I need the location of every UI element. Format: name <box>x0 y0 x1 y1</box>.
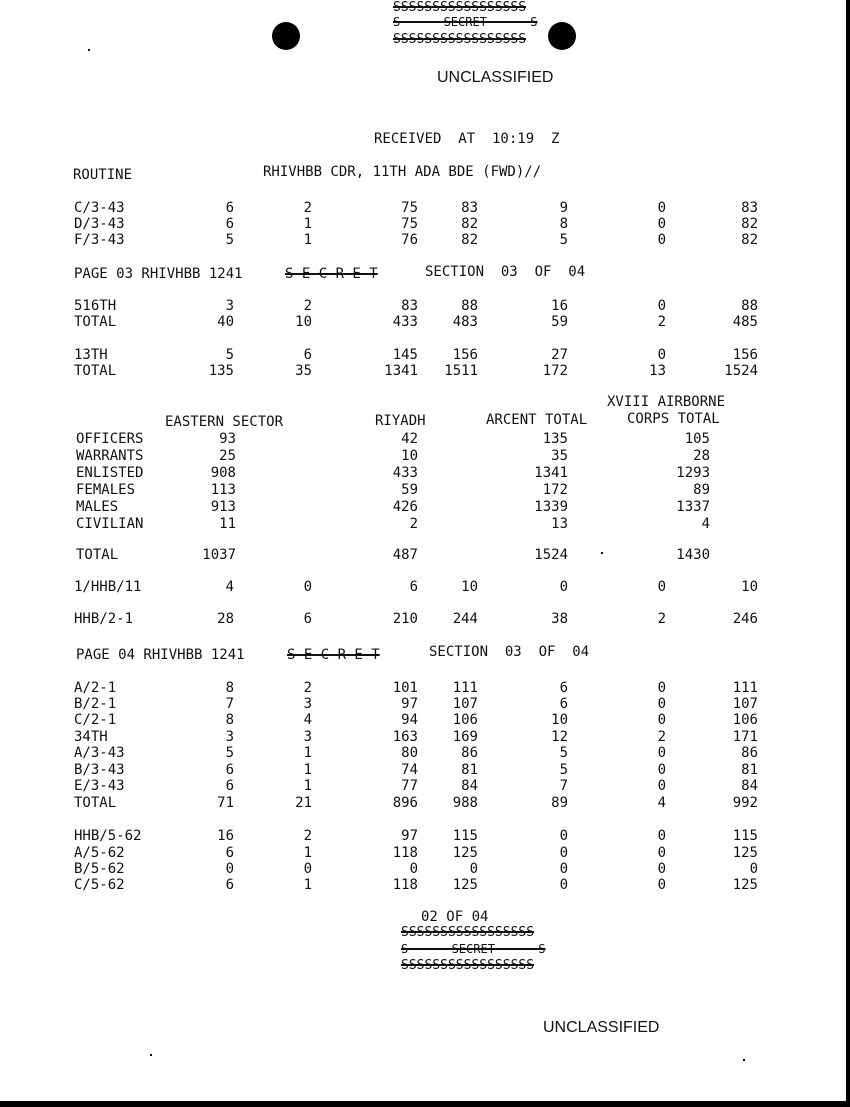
count-cell: 5 <box>225 745 234 761</box>
count-cell: 115 <box>452 828 478 844</box>
count-cell: 163 <box>392 729 418 745</box>
count-cell: 3 <box>303 729 312 745</box>
count-cell: 6 <box>409 579 418 595</box>
count-cell: 4 <box>657 795 666 811</box>
count-cell: 171 <box>732 729 758 745</box>
classification-bottom: UNCLASSIFIED <box>543 1019 660 1036</box>
count-cell: 0 <box>657 712 666 728</box>
count-cell: 4 <box>225 579 234 595</box>
unit-label: 516TH <box>74 298 117 314</box>
count-cell: 0 <box>657 762 666 778</box>
count-cell: 8 <box>225 680 234 696</box>
punch-hole-right <box>548 22 576 50</box>
scan-edge-bottom <box>0 1101 850 1107</box>
count-cell: 81 <box>461 762 478 778</box>
count-cell: 988 <box>452 795 478 811</box>
count-cell: 6 <box>559 680 568 696</box>
count-cell: 908 <box>210 465 236 481</box>
count-cell: 0 <box>657 828 666 844</box>
count-cell: 1037 <box>202 547 236 563</box>
count-cell: 3 <box>225 298 234 314</box>
precedence: ROUTINE <box>73 167 133 183</box>
count-cell: 2 <box>657 729 666 745</box>
count-cell: 40 <box>217 314 234 330</box>
count-cell: 101 <box>392 680 418 696</box>
count-cell: 3 <box>303 696 312 712</box>
count-cell: 113 <box>210 482 236 498</box>
unit-label: F/3-43 <box>74 232 125 248</box>
addressee: RHIVHBB CDR, 11TH ADA BDE (FWD)// <box>263 164 542 180</box>
count-cell: 10 <box>401 448 418 464</box>
count-cell: 89 <box>551 795 568 811</box>
count-cell: 1339 <box>534 499 568 515</box>
count-cell: 111 <box>732 680 758 696</box>
count-cell: 2 <box>657 611 666 627</box>
count-cell: 77 <box>401 778 418 794</box>
count-cell: 483 <box>452 314 478 330</box>
count-cell: 156 <box>732 347 758 363</box>
count-cell: 27 <box>551 347 568 363</box>
count-cell: 1 <box>303 232 312 248</box>
count-cell: 0 <box>657 232 666 248</box>
count-cell: 28 <box>693 448 710 464</box>
count-cell: 1 <box>303 845 312 861</box>
count-cell: 0 <box>657 696 666 712</box>
count-cell: 38 <box>551 611 568 627</box>
count-cell: 82 <box>461 232 478 248</box>
section-prefix: PAGE 03 RHIVHBB 1241 <box>74 266 243 282</box>
count-cell: 0 <box>409 861 418 877</box>
count-cell: 8 <box>225 712 234 728</box>
count-cell: 2 <box>303 828 312 844</box>
unit-label: TOTAL <box>74 363 117 379</box>
count-cell: 35 <box>551 448 568 464</box>
count-cell: 896 <box>392 795 418 811</box>
count-cell: 0 <box>559 579 568 595</box>
count-cell: 125 <box>452 877 478 893</box>
count-cell: 913 <box>210 499 236 515</box>
count-cell: 16 <box>217 828 234 844</box>
count-cell: 1 <box>303 877 312 893</box>
unit-label: C/3-43 <box>74 200 125 216</box>
count-cell: 0 <box>559 861 568 877</box>
count-cell: 97 <box>401 696 418 712</box>
count-cell: 10 <box>295 314 312 330</box>
bottom-marking-s-row: SSSSSSSSSSSSSSSSS <box>401 925 535 940</box>
count-cell: 0 <box>657 579 666 595</box>
count-cell: 105 <box>684 431 710 447</box>
scan-edge-right <box>846 0 850 1107</box>
unit-label: 1/HHB/11 <box>74 579 142 595</box>
count-cell: 156 <box>452 347 478 363</box>
count-cell: 1293 <box>676 465 710 481</box>
count-cell: 0 <box>303 579 312 595</box>
count-cell: 86 <box>461 745 478 761</box>
unit-label: C/2-1 <box>74 712 117 728</box>
count-cell: 111 <box>452 680 478 696</box>
count-cell: 93 <box>219 431 236 447</box>
count-cell: 0 <box>559 877 568 893</box>
count-cell: 84 <box>461 778 478 794</box>
count-cell: 5 <box>225 347 234 363</box>
count-cell: 5 <box>225 232 234 248</box>
count-cell: 244 <box>452 611 478 627</box>
count-cell: 89 <box>693 482 710 498</box>
count-cell: 0 <box>657 347 666 363</box>
punch-hole-left <box>272 22 300 50</box>
category-label: MALES <box>76 499 119 515</box>
unit-label: HHB/2-1 <box>74 611 134 627</box>
count-cell: 6 <box>225 200 234 216</box>
unit-label: 34TH <box>74 729 108 745</box>
count-cell: 6 <box>303 347 312 363</box>
received-time: RECEIVED AT 10:19 Z <box>374 131 560 147</box>
header-riyadh: RIYADH <box>375 413 426 429</box>
bottom-marking-s-row-2: SSSSSSSSSSSSSSSSS <box>401 958 535 973</box>
count-cell: 1524 <box>534 547 568 563</box>
unit-label: 13TH <box>74 347 108 363</box>
category-label: WARRANTS <box>76 448 144 464</box>
count-cell: 10 <box>461 579 478 595</box>
count-cell: 1430 <box>676 547 710 563</box>
bottom-marking-secret: S SECRET S <box>401 942 546 956</box>
count-cell: 74 <box>401 762 418 778</box>
count-cell: 84 <box>741 778 758 794</box>
header-xviii-line1: XVIII AIRBORNE <box>607 394 726 410</box>
count-cell: 0 <box>657 745 666 761</box>
count-cell: 1337 <box>676 499 710 515</box>
count-cell: 0 <box>657 845 666 861</box>
unit-label: A/2-1 <box>74 680 117 696</box>
count-cell: 1 <box>303 216 312 232</box>
count-cell: 125 <box>452 845 478 861</box>
count-cell: 0 <box>469 861 478 877</box>
count-cell: 1 <box>303 762 312 778</box>
count-cell: 6 <box>225 762 234 778</box>
count-cell: 82 <box>741 216 758 232</box>
count-cell: 75 <box>401 200 418 216</box>
count-cell: 1341 <box>534 465 568 481</box>
count-cell: 0 <box>303 861 312 877</box>
count-cell: 97 <box>401 828 418 844</box>
classification-top: UNCLASSIFIED <box>437 69 554 86</box>
count-cell: 6 <box>225 845 234 861</box>
count-cell: 0 <box>657 680 666 696</box>
count-cell: 169 <box>452 729 478 745</box>
count-cell: 487 <box>392 547 418 563</box>
section-secret-struck: S E C R E T <box>287 647 380 663</box>
count-cell: 485 <box>732 314 758 330</box>
count-cell: 433 <box>392 465 418 481</box>
count-cell: 118 <box>392 877 418 893</box>
count-cell: 426 <box>392 499 418 515</box>
count-cell: 76 <box>401 232 418 248</box>
speck <box>150 1054 152 1056</box>
count-cell: 0 <box>657 298 666 314</box>
count-cell: 107 <box>732 696 758 712</box>
count-cell: 246 <box>732 611 758 627</box>
count-cell: 172 <box>542 363 568 379</box>
count-cell: 75 <box>401 216 418 232</box>
count-cell: 59 <box>551 314 568 330</box>
count-cell: 1341 <box>384 363 418 379</box>
count-cell: 125 <box>732 877 758 893</box>
count-cell: 210 <box>392 611 418 627</box>
unit-label: D/3-43 <box>74 216 125 232</box>
count-cell: 118 <box>392 845 418 861</box>
count-cell: 6 <box>225 216 234 232</box>
count-cell: 0 <box>657 778 666 794</box>
count-cell: 21 <box>295 795 312 811</box>
count-cell: 4 <box>303 712 312 728</box>
count-cell: 145 <box>392 347 418 363</box>
top-marking-s-row: SSSSSSSSSSSSSSSSS <box>393 0 527 15</box>
count-cell: 1511 <box>444 363 478 379</box>
count-cell: 10 <box>741 579 758 595</box>
count-cell: 106 <box>452 712 478 728</box>
count-cell: 0 <box>657 861 666 877</box>
unit-label: B/2-1 <box>74 696 117 712</box>
count-cell: 1 <box>303 778 312 794</box>
count-cell: 13 <box>649 363 666 379</box>
count-cell: 2 <box>303 680 312 696</box>
count-cell: 2 <box>303 200 312 216</box>
count-cell: 6 <box>303 611 312 627</box>
header-xviii-line2: CORPS TOTAL <box>627 411 720 427</box>
count-cell: 7 <box>559 778 568 794</box>
count-cell: 107 <box>452 696 478 712</box>
unit-label: HHB/5-62 <box>74 828 142 844</box>
speck <box>88 49 90 51</box>
unit-label: TOTAL <box>74 795 117 811</box>
count-cell: 125 <box>732 845 758 861</box>
category-label: CIVILIAN <box>76 516 144 532</box>
count-cell: 35 <box>295 363 312 379</box>
count-cell: 135 <box>542 431 568 447</box>
unit-label: A/5-62 <box>74 845 125 861</box>
count-cell: 106 <box>732 712 758 728</box>
count-cell: 59 <box>401 482 418 498</box>
count-cell: 94 <box>401 712 418 728</box>
category-label: TOTAL <box>76 547 119 563</box>
count-cell: 7 <box>225 696 234 712</box>
count-cell: 0 <box>749 861 758 877</box>
count-cell: 6 <box>559 696 568 712</box>
count-cell: 433 <box>392 314 418 330</box>
count-cell: 1 <box>303 745 312 761</box>
count-cell: 80 <box>401 745 418 761</box>
section-label: SECTION 03 OF 04 <box>429 644 590 660</box>
count-cell: 0 <box>657 216 666 232</box>
count-cell: 2 <box>409 516 418 532</box>
count-cell: 8 <box>559 216 568 232</box>
count-cell: 5 <box>559 232 568 248</box>
speck <box>601 552 603 554</box>
header-arcent-total: ARCENT TOTAL <box>486 412 588 428</box>
count-cell: 82 <box>741 232 758 248</box>
unit-label: C/5-62 <box>74 877 125 893</box>
count-cell: 83 <box>401 298 418 314</box>
count-cell: 2 <box>657 314 666 330</box>
count-cell: 88 <box>461 298 478 314</box>
count-cell: 71 <box>217 795 234 811</box>
count-cell: 5 <box>559 745 568 761</box>
category-label: OFFICERS <box>76 431 144 447</box>
count-cell: 86 <box>741 745 758 761</box>
count-cell: 0 <box>559 828 568 844</box>
unit-label: E/3-43 <box>74 778 125 794</box>
count-cell: 25 <box>219 448 236 464</box>
count-cell: 12 <box>551 729 568 745</box>
count-cell: 0 <box>559 845 568 861</box>
unit-label: A/3-43 <box>74 745 125 761</box>
unit-label: B/3-43 <box>74 762 125 778</box>
count-cell: 42 <box>401 431 418 447</box>
count-cell: 115 <box>732 828 758 844</box>
page-count: 02 OF 04 <box>421 909 489 925</box>
count-cell: 13 <box>551 516 568 532</box>
count-cell: 2 <box>303 298 312 314</box>
speck <box>743 1059 745 1061</box>
count-cell: 5 <box>559 762 568 778</box>
count-cell: 11 <box>219 516 236 532</box>
count-cell: 135 <box>208 363 234 379</box>
section-prefix: PAGE 04 RHIVHBB 1241 <box>76 647 245 663</box>
count-cell: 16 <box>551 298 568 314</box>
count-cell: 6 <box>225 877 234 893</box>
unit-label: B/5-62 <box>74 861 125 877</box>
count-cell: 10 <box>551 712 568 728</box>
count-cell: 83 <box>741 200 758 216</box>
category-label: FEMALES <box>76 482 136 498</box>
count-cell: 0 <box>225 861 234 877</box>
section-secret-struck: S E C R E T <box>285 266 378 282</box>
count-cell: 81 <box>741 762 758 778</box>
count-cell: 992 <box>732 795 758 811</box>
header-eastern-sector: EASTERN SECTOR <box>165 414 284 430</box>
unit-label: TOTAL <box>74 314 117 330</box>
count-cell: 6 <box>225 778 234 794</box>
count-cell: 83 <box>461 200 478 216</box>
category-label: ENLISTED <box>76 465 144 481</box>
top-marking-secret: S SECRET S <box>393 15 538 29</box>
count-cell: 0 <box>657 200 666 216</box>
count-cell: 9 <box>559 200 568 216</box>
count-cell: 3 <box>225 729 234 745</box>
count-cell: 4 <box>701 516 710 532</box>
top-marking-s-row-2: SSSSSSSSSSSSSSSSS <box>393 32 527 47</box>
count-cell: 88 <box>741 298 758 314</box>
count-cell: 0 <box>657 877 666 893</box>
count-cell: 1524 <box>724 363 758 379</box>
count-cell: 82 <box>461 216 478 232</box>
count-cell: 172 <box>542 482 568 498</box>
section-label: SECTION 03 OF 04 <box>425 264 586 280</box>
count-cell: 28 <box>217 611 234 627</box>
